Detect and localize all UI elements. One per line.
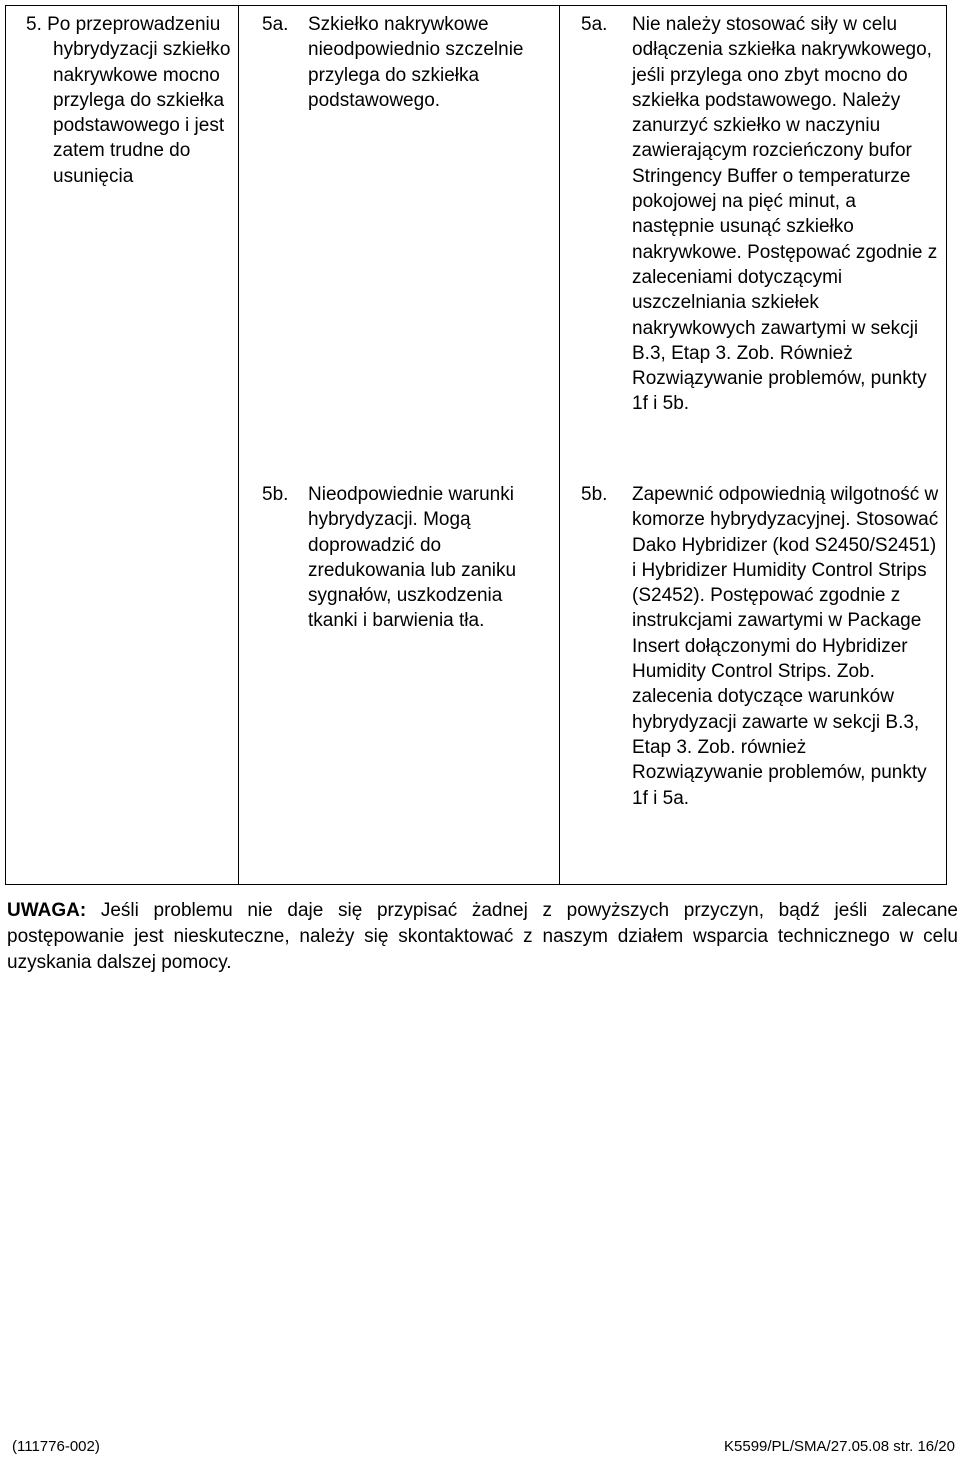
troubleshooting-table [5,5,947,885]
cause-text: Nieodpowiednie warunki hybrydyzacji. Mogą doprowadzić do zredukowania lub zaniku sygnałów, uszkodzenia tkanki i barwienia tła. [308,484,517,632]
cause-text: Szkiełko nakrywkowe nieodpowiednio szczelnie przylega do szkiełka podstawowego. [308,14,524,111]
row-id: 5b. [262,484,289,505]
column-divider [559,6,560,884]
row-id: 5a. [262,14,289,35]
row-id: 5b. [581,484,608,505]
note-text: Jeśli problemu nie daje się przypisać żadnej z powyższych przyczyn, bądź jeśli zalecane postępowanie jest nieskuteczne, należy się skontaktować z naszym działem wsparcia technicznego w celu uzyskania dalszej pomocy. [7,900,958,973]
footer-doc-code: (111776-002) [12,1438,100,1455]
remedy-text: Nie należy stosować siły w celu odłączenia szkiełka nakrywkowego, jeśli przylega ono zbyt mocno do szkiełka podstawowego. Należy zanurzyć szkiełko w naczyniu zawierającym rozcieńczony bufor Stringency Buffer o temperaturze pokojowej na pięć minut, a następnie usunąć szkiełko nakrywkowe. Postępować zgodnie z zaleceniami dotyczącymi uszczelniania szkiełek nakrywkowych zawartymi w sekcji B.3, Etap 3. Zob. Również Rozwiązywanie problemów, punkty 1f i 5b. [632,14,938,415]
remedy-text: Zapewnić odpowiednią wilgotność w komorze hybrydyzacyjnej. Stosować Dako Hybridizer (kod S2450/S2451) i Hybridizer Humidity Control Strips (S2452). Postępować zgodnie z instrukcjami zawartymi w Package Insert dołączonymi do Hybridizer Humidity Control Strips. Zob. zalecenia dotyczące warunków hybrydyzacji zawarte w sekcji B.3, Etap 3. Zob. również Rozwiązywanie problemów, punkty 1f i 5a. [632,484,939,809]
footer-page-info: K5599/PL/SMA/27.05.08 str. 16/20 [724,1438,955,1455]
note-paragraph [7,898,958,975]
column-divider [238,6,239,884]
problem-text: 5. Po przeprowadzeniu hybrydyzacji szkiełko nakrywkowe mocno przylega do szkiełka podstawowego i jest zatem trudne do usunięcia [26,14,231,187]
problem-cell [26,12,231,189]
note-label: UWAGA: [7,900,87,921]
row-id: 5a. [581,14,608,35]
